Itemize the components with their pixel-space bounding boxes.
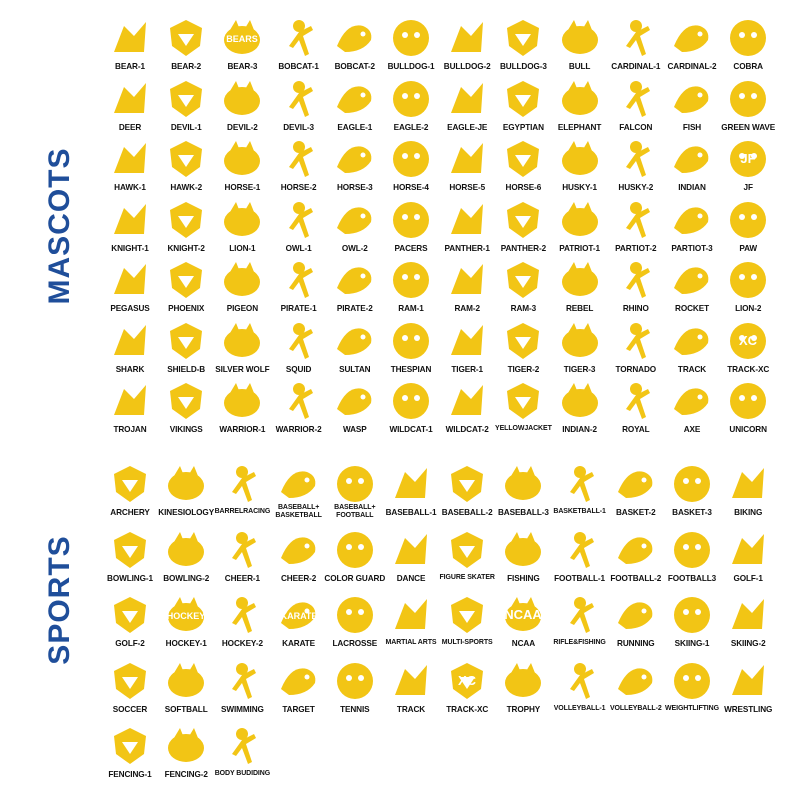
logo-label: SILVER WOLF	[215, 364, 270, 374]
logo-label: FISHING	[507, 573, 540, 583]
logo-label: BOWLING-2	[163, 573, 210, 583]
logo-label: BARRELRACING	[214, 508, 271, 515]
logo-label: PAW	[739, 243, 758, 253]
skiing-2-icon	[726, 593, 770, 637]
bear-3-icon-text: BEARS	[226, 34, 259, 44]
basket-2-icon	[614, 462, 658, 506]
logo-label: CHEER-1	[224, 573, 261, 583]
wildcat-1-icon	[389, 379, 433, 423]
partiot-3-icon	[670, 198, 714, 242]
logo-track-xc[interactable]	[718, 319, 778, 381]
logo-label: BASEBALL-3	[497, 508, 549, 517]
logo-label: DEVIL-3	[283, 122, 314, 132]
logo-label: GOLF-1	[733, 573, 763, 583]
logo-label: BEAR-2	[171, 62, 202, 71]
golf-2-icon	[108, 593, 152, 637]
logo-label: TIGER-1	[451, 364, 483, 374]
logo-label: RAM-3	[510, 304, 537, 313]
horse-2-icon	[277, 137, 321, 181]
logo-label: HORSE-1	[224, 183, 261, 192]
trophy-icon	[501, 659, 545, 703]
cardinal-2-icon	[670, 16, 714, 60]
logo-label: PARTIOT-2	[615, 243, 657, 253]
ncaa-icon-text: NCAA	[504, 607, 543, 622]
logo-label: COLOR GUARD	[324, 573, 386, 583]
logo-jf[interactable]	[718, 137, 778, 199]
bear-1-icon	[108, 16, 152, 60]
karate-icon-text: KARATE	[280, 611, 318, 621]
logo-label: SOFTBALL	[164, 704, 208, 714]
knight-2-icon	[164, 198, 208, 242]
pirate-2-icon	[333, 258, 377, 302]
owl-1-icon	[277, 198, 321, 242]
bowling-2-icon	[164, 528, 208, 572]
cheer-1-icon	[220, 528, 264, 572]
pacers-icon	[389, 198, 433, 242]
husky-2-icon	[614, 137, 658, 181]
softball-icon	[164, 659, 208, 703]
volleyball-2-icon	[614, 659, 658, 703]
logo-label: BASEBALL-1	[385, 508, 437, 517]
logo-label: NCAA	[511, 639, 536, 648]
phoenix-icon	[164, 258, 208, 302]
logo-label: JF	[743, 183, 753, 192]
pegasus-icon	[108, 258, 152, 302]
logo-label: TRACK-XC	[727, 364, 770, 374]
tiger-2-icon	[501, 319, 545, 363]
track-xc-icon-text: XC	[739, 332, 758, 348]
partiot-2-icon	[614, 198, 658, 242]
shark-icon	[108, 319, 152, 363]
baseball-football-icon	[333, 462, 377, 506]
devil-1-icon	[164, 77, 208, 121]
logo-label: SOCCER	[112, 704, 148, 714]
hawk-1-icon	[108, 137, 152, 181]
basket-3-icon	[670, 462, 714, 506]
logo-label: LION-1	[229, 243, 256, 253]
logo-label: BODY BUDIDING	[214, 770, 271, 777]
logo-label: HUSKY-2	[618, 183, 654, 192]
fencing-1-icon	[108, 724, 152, 768]
logo-label: SKIING-2	[730, 639, 766, 648]
logo-label: HORSE-6	[505, 183, 542, 192]
swimming-icon	[220, 659, 264, 703]
rifle-fishing-icon	[558, 593, 602, 637]
bobcat-2-icon	[333, 16, 377, 60]
deer-icon	[108, 77, 152, 121]
indian-icon	[670, 137, 714, 181]
logo-label: BEAR-1	[115, 62, 145, 71]
wrestling-icon	[726, 659, 770, 703]
logo-label: BOWLING-1	[107, 573, 153, 583]
logo-label: HORSE-2	[280, 183, 317, 192]
logo-label: SHARK	[115, 364, 145, 374]
pigeon-icon	[220, 258, 264, 302]
logo-paw[interactable]	[718, 198, 778, 260]
logo-label: LACROSSE	[332, 639, 378, 648]
rocket-icon	[670, 258, 714, 302]
baseball-2-icon	[445, 462, 489, 506]
royal-icon	[614, 379, 658, 423]
logo-label: BIKING	[734, 508, 763, 517]
logo-label: SQUID	[285, 364, 312, 374]
logo-label: EAGLE-2	[393, 122, 429, 132]
devil-3-icon	[277, 77, 321, 121]
cardinal-1-icon	[614, 16, 658, 60]
silver-wolf-icon	[220, 319, 264, 363]
thespian-icon	[389, 319, 433, 363]
volleyball-1-icon	[558, 659, 602, 703]
patriot-1-icon	[558, 198, 602, 242]
logo-label: EAGLE-JE	[447, 122, 488, 132]
sultan-icon	[333, 319, 377, 363]
logo-label: WRESTLING	[724, 704, 773, 714]
bulldog-1-icon	[389, 16, 433, 60]
lacrosse-icon	[333, 593, 377, 637]
logo-label: HORSE-5	[449, 183, 486, 192]
track-icon	[389, 659, 433, 703]
logo-label: ELEPHANT	[557, 122, 602, 132]
track-xc-icon	[445, 659, 489, 703]
logo-label: SHIELD-B	[167, 364, 206, 374]
logo-label: BOBCAT-2	[334, 62, 376, 71]
logo-label: GOLF-2	[115, 639, 145, 648]
logo-label: BEAR-3	[227, 62, 258, 71]
trojan-icon	[108, 379, 152, 423]
logo-label: WASP	[342, 425, 367, 434]
wildcat-2-icon	[445, 379, 489, 423]
body-budiding-icon	[220, 724, 264, 768]
football-2-icon	[614, 528, 658, 572]
golf-1-icon	[726, 528, 770, 572]
tornado-icon	[614, 319, 658, 363]
logo-label: HOCKEY-2	[221, 639, 263, 648]
paw-icon	[726, 198, 770, 242]
logo-label: RHINO	[622, 304, 649, 313]
logo-label: YELLOWJACKET	[495, 425, 552, 432]
yellowjacket-icon	[501, 379, 545, 423]
logo-label: PIRATE-2	[336, 304, 373, 313]
logo-label: BULLDOG-2	[443, 62, 491, 71]
logo-label: TRACK	[677, 364, 707, 374]
bear-3-icon	[220, 16, 264, 60]
logo-label: SWIMMING	[220, 704, 264, 714]
rhino-icon	[614, 258, 658, 302]
logo-label: FENCING-1	[108, 770, 152, 779]
logo-label: FIGURE SKATER	[439, 573, 495, 581]
running-icon	[614, 593, 658, 637]
logo-label: SKIING-1	[674, 639, 710, 648]
logo-label: COBRA	[733, 62, 763, 71]
logo-label: DEVIL-1	[170, 122, 202, 132]
logo-label: KNIGHT-1	[111, 243, 149, 253]
logo-label: MARTIAL ARTS	[385, 639, 437, 646]
warrior-2-icon	[277, 379, 321, 423]
axe-icon	[670, 379, 714, 423]
logo-label: PACERS	[394, 243, 428, 253]
logo-label: THESPIAN	[390, 364, 432, 374]
weightlifting-icon	[670, 659, 714, 703]
panther-2-icon	[501, 198, 545, 242]
eagle-je-icon	[445, 77, 489, 121]
karate-icon	[277, 593, 321, 637]
bobcat-1-icon	[277, 16, 321, 60]
logo-label: SULTAN	[339, 364, 371, 374]
hockey-1-icon-text: HOCKEY	[166, 611, 206, 621]
fish-icon	[670, 77, 714, 121]
logo-label: FOOTBALL-2	[610, 573, 662, 583]
horse-3-icon	[333, 137, 377, 181]
panther-1-icon	[445, 198, 489, 242]
logo-green-wave[interactable]	[718, 77, 778, 139]
logo-label: CARDINAL-1	[611, 62, 661, 71]
logo-label: CHEER-2	[280, 573, 317, 583]
vikings-icon	[164, 379, 208, 423]
knight-1-icon	[108, 198, 152, 242]
baseball-3-icon	[501, 462, 545, 506]
jf-icon-text: JF	[740, 151, 756, 166]
logo-label: EGYPTIAN	[502, 122, 544, 132]
logo-label: RIFLE&FISHING	[553, 639, 606, 646]
logo-label: HORSE-4	[393, 183, 429, 192]
logo-wrestling[interactable]	[718, 659, 778, 721]
logo-label: HAWK-2	[170, 183, 203, 192]
kinesiology-icon	[164, 462, 208, 506]
football-1-icon	[558, 528, 602, 572]
logo-label: AXE	[683, 425, 701, 434]
ram-3-icon	[501, 258, 545, 302]
logo-label: BULLDOG-1	[387, 62, 435, 71]
logo-label: DEER	[118, 122, 142, 132]
devil-2-icon	[220, 77, 264, 121]
logo-label: BULL	[568, 62, 591, 71]
multi-sports-icon	[445, 593, 489, 637]
track-xc-icon	[726, 319, 770, 363]
ram-2-icon	[445, 258, 489, 302]
logo-unicorn[interactable]	[718, 379, 778, 441]
cobra-icon	[726, 16, 770, 60]
logo-label: FISH	[682, 122, 702, 132]
bull-icon	[558, 16, 602, 60]
baseball-basketball-icon	[277, 462, 321, 506]
logo-label: VOLLEYBALL-1	[553, 704, 606, 712]
logo-label: VOLLEYBALL-2	[609, 704, 662, 712]
logo-label: TROJAN	[113, 425, 147, 434]
horse-5-icon	[445, 137, 489, 181]
logo-label: WARRIOR-1	[219, 425, 266, 434]
hockey-1-icon	[164, 593, 208, 637]
logo-label: RAM-1	[398, 304, 424, 313]
squid-icon	[277, 319, 321, 363]
logo-label: WARRIOR-2	[275, 425, 322, 434]
logo-label: KNIGHT-2	[167, 243, 205, 253]
logo-label: TORNADO	[615, 364, 657, 374]
tennis-icon	[333, 659, 377, 703]
logo-label: RUNNING	[617, 639, 655, 648]
logo-label: KARATE	[282, 639, 316, 648]
biking-icon	[726, 462, 770, 506]
logo-label: TROPHY	[506, 704, 541, 714]
logo-label: EAGLE-1	[337, 122, 373, 132]
shield-b-icon	[164, 319, 208, 363]
logo-label: TRACK	[396, 704, 426, 714]
owl-2-icon	[333, 198, 377, 242]
indian-2-icon	[558, 379, 602, 423]
logo-biking[interactable]	[718, 462, 778, 524]
jf-icon	[726, 137, 770, 181]
logo-label: ROCKET	[675, 304, 709, 313]
skiing-1-icon	[670, 593, 714, 637]
logo-label: INDIAN-2	[562, 425, 597, 434]
lion-1-icon	[220, 198, 264, 242]
tiger-3-icon	[558, 319, 602, 363]
logo-label: PIRATE-1	[280, 304, 317, 313]
unicorn-icon	[726, 379, 770, 423]
bowling-1-icon	[108, 528, 152, 572]
logo-label: WILDCAT-1	[389, 425, 433, 434]
cheer-2-icon	[277, 528, 321, 572]
logo-label: HUSKY-1	[562, 183, 597, 192]
football3-icon	[670, 528, 714, 572]
falcon-icon	[614, 77, 658, 121]
fencing-2-icon	[164, 724, 208, 768]
logo-label: MULTI-SPORTS	[441, 639, 493, 646]
target-icon	[277, 659, 321, 703]
color-guard-icon	[333, 528, 377, 572]
logo-label: BASEBALL+ FOOTBALL	[334, 504, 376, 519]
logo-label: CARDINAL-2	[667, 62, 717, 71]
logo-label: BASEBALL+ BASKETBALL	[275, 504, 322, 519]
logo-label: HAWK-1	[114, 183, 146, 192]
logo-label: TIGER-2	[507, 364, 540, 374]
lion-2-icon	[726, 258, 770, 302]
bulldog-2-icon	[445, 16, 489, 60]
logo-label: BASKETBALL-1	[553, 508, 606, 515]
logo-label: HORSE-3	[336, 183, 373, 192]
logo-label: TARGET	[282, 704, 315, 714]
logo-label: WILDCAT-2	[445, 425, 489, 434]
elephant-icon	[558, 77, 602, 121]
fishing-icon	[501, 528, 545, 572]
logo-label: PIGEON	[226, 304, 259, 313]
bear-2-icon	[164, 16, 208, 60]
logo-label: PHOENIX	[168, 304, 205, 313]
hockey-2-icon	[220, 593, 264, 637]
track-xc-icon-text: XC	[458, 672, 477, 688]
pirate-1-icon	[277, 258, 321, 302]
logo-label: ARCHERY	[110, 508, 150, 517]
logo-label: BASKET-3	[672, 508, 712, 517]
logo-label: OWL-2	[341, 243, 368, 253]
logo-label: RAM-2	[454, 304, 480, 313]
rebel-icon	[558, 258, 602, 302]
logo-label: BASKET-2	[615, 508, 656, 517]
ncaa-icon	[501, 593, 545, 637]
tiger-1-icon	[445, 319, 489, 363]
logo-label: HOCKEY-1	[165, 639, 207, 648]
logo-label: BULLDOG-3	[499, 62, 547, 71]
logo-body-budiding[interactable]	[212, 724, 272, 786]
baseball-1-icon	[389, 462, 433, 506]
logo-label: PANTHER-2	[500, 243, 547, 253]
green-wave-icon	[726, 77, 770, 121]
bulldog-3-icon	[501, 16, 545, 60]
soccer-icon	[108, 659, 152, 703]
logo-label: BOBCAT-1	[278, 62, 319, 71]
logo-label: PEGASUS	[110, 304, 150, 313]
archery-icon	[108, 462, 152, 506]
logo-label: UNICORN	[729, 425, 767, 434]
ram-1-icon	[389, 258, 433, 302]
horse-1-icon	[220, 137, 264, 181]
logo-skiing-2[interactable]	[718, 593, 778, 655]
logo-label: BASEBALL-2	[441, 508, 493, 517]
mascots-section-title: MASCOTS	[43, 147, 76, 305]
logo-label: INDIAN	[678, 183, 706, 192]
logo-label: TIGER-3	[563, 364, 596, 374]
logo-label: REBEL	[565, 304, 594, 313]
track-icon	[670, 319, 714, 363]
logo-label: FOOTBALL3	[667, 573, 717, 583]
warrior-1-icon	[220, 379, 264, 423]
logo-label: DANCE	[396, 573, 426, 583]
logo-label: TRACK-XC	[446, 704, 489, 714]
horse-6-icon	[501, 137, 545, 181]
logo-label: LION-2	[735, 304, 762, 313]
logo-label: OWL-1	[285, 243, 312, 253]
logo-lion-2[interactable]	[718, 258, 778, 320]
logo-cobra[interactable]	[718, 16, 778, 78]
sports-section-title: SPORTS	[43, 535, 76, 665]
logo-label: VIKINGS	[169, 425, 203, 434]
logo-label: WEIGHTLIFTING	[665, 704, 719, 712]
logo-label: GREEN WAVE	[721, 122, 776, 132]
eagle-2-icon	[389, 77, 433, 121]
logo-golf-1[interactable]	[718, 528, 778, 590]
barrelracing-icon	[220, 462, 264, 506]
logo-label: DEVIL-2	[227, 122, 258, 132]
logo-label: KINESIOLOGY	[158, 508, 215, 517]
egyptian-icon	[501, 77, 545, 121]
eagle-1-icon	[333, 77, 377, 121]
logo-label: TENNIS	[340, 704, 370, 714]
wasp-icon	[333, 379, 377, 423]
logo-label: FENCING-2	[164, 770, 208, 779]
martial-arts-icon	[389, 593, 433, 637]
logo-label: PANTHER-1	[444, 243, 490, 253]
dance-icon	[389, 528, 433, 572]
husky-1-icon	[558, 137, 602, 181]
hawk-2-icon	[164, 137, 208, 181]
basketball-1-icon	[558, 462, 602, 506]
logo-label: FOOTBALL-1	[554, 573, 606, 583]
logo-label: PATRIOT-1	[559, 243, 600, 253]
horse-4-icon	[389, 137, 433, 181]
figure-skater-icon	[445, 528, 489, 572]
logo-label: ROYAL	[622, 425, 650, 434]
logo-label: PARTIOT-3	[671, 243, 713, 253]
logo-label: FALCON	[619, 122, 653, 132]
